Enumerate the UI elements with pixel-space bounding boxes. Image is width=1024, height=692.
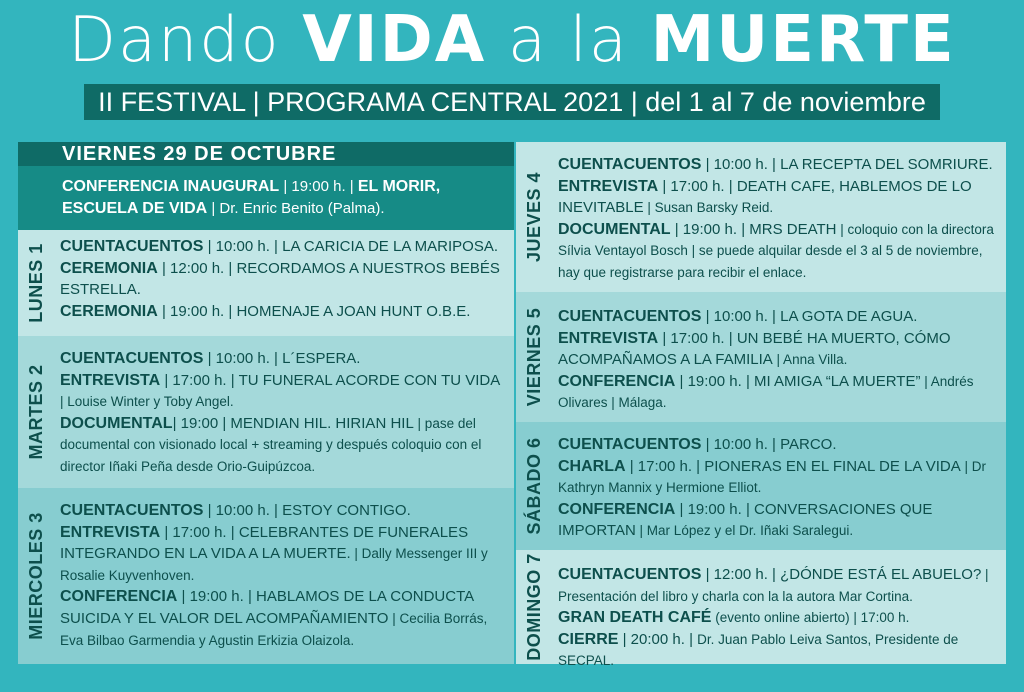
- left-column: [18, 142, 514, 664]
- event-row: GRAN DEATH CAFÉ (evento online abierto) | 17:00 h.: [558, 609, 910, 627]
- day-jueves: [516, 142, 1006, 292]
- right-column: [516, 142, 1006, 669]
- event-row: CUENTACUENTOS | 12:00 h. | ¿DÓNDE ESTÁ EL ABUELO? | Presentación del libro y charla con la la autora Mar Cortina.: [558, 566, 989, 604]
- day-domingo: [516, 550, 1006, 669]
- event-row: CONFERENCIA | 19:00 h. | MI AMIGA “LA MUERTE” | Andrés Olivares | Málaga.: [558, 372, 974, 411]
- day-lunes: [18, 230, 514, 336]
- event-title: EL MORIR, ESCUELA DE VIDA: [62, 178, 441, 217]
- event-row: CUENTACUENTOS | 10:00 h. | ESTOY CONTIGO.: [60, 502, 411, 519]
- event-row: ENTREVISTA | 17:00 h. | CELEBRANTES DE FUNERALES INTEGRANDO EN LA VIDA A LA MUERTE. | Dally Messenger III y Rosalie Kuyvenhoven.: [60, 523, 488, 583]
- event-detail: | Dr. Enric Benito (Palma).: [207, 200, 385, 217]
- event-row: CEREMONIA | 12:00 h. | RECORDAMOS A NUESTROS BEBÉS ESTRELLA.: [60, 259, 500, 299]
- event-row: ENTREVISTA | 17:00 h. | DEATH CAFE, HABLEMOS DE LO INEVITABLE | Susan Barsky Reid.: [558, 177, 972, 217]
- event-row: CONFERENCIA | 19:00 h. | HABLAMOS DE LA CONDUCTA SUICIDA Y EL VALOR DEL ACOMPAÑAMIENTO | Cecilia Borrás, Eva Bilbao Garmendia y Agustin Erkizia Olaizola.: [60, 588, 488, 648]
- event-label: CONFERENCIA INAUGURAL: [62, 178, 280, 195]
- title-word-muerte: MUERTE: [650, 3, 956, 77]
- event-row: CUENTACUENTOS | 10:00 h. | LA GOTA DE AGUA.: [558, 308, 918, 325]
- event-row: CEREMONIA | 19:00 h. | HOMENAJE A JOAN HUNT O.B.E.: [60, 302, 471, 320]
- event-row: ENTREVISTA | 17:00 h. | UN BEBÉ HA MUERTO, CÓMO ACOMPAÑAMOS A LA FAMILIA | Anna Villa.: [558, 329, 951, 369]
- day-viernes: [516, 292, 1006, 422]
- day-name: MIERCOLES 3: [26, 512, 47, 640]
- event-row: CUENTACUENTOS | 10:00 h. | LA RECEPTA DEL SOMRIURE.: [558, 156, 993, 173]
- festival-title: [0, 0, 1024, 80]
- day-name: VIERNES 5: [524, 307, 545, 407]
- event-row: CUENTACUENTOS | 10:00 h. | PARCO.: [558, 436, 837, 453]
- opening-date: VIERNES 29 DE OCTUBRE: [18, 142, 514, 166]
- day-name: DOMINGO 7: [524, 553, 545, 661]
- event-row: CHARLA | 17:00 h. | PIONERAS EN EL FINAL DE LA VIDA | Dr Kathryn Mannix y Hermione Elliot.: [558, 457, 986, 496]
- festival-subtitle: II FESTIVAL | PROGRAMA CENTRAL 2021 | del 1 al 7 de noviembre: [84, 84, 940, 120]
- event-row: CIERRE | 20:00 h. | Dr. Juan Pablo Leiva Santos, Presidente de SECPAL.: [558, 630, 959, 669]
- day-name: SÁBADO 6: [524, 437, 545, 535]
- event-row: CUENTACUENTOS | 10:00 h. | LA CARICIA DE LA MARIPOSA.: [60, 238, 499, 255]
- day-sabado: [516, 422, 1006, 550]
- event-row: DOCUMENTAL | 19:00 h. | MRS DEATH | coloquio con la directora Sílvia Ventayol Bosch | se puede alquilar desde el 3 al 5 de noviembre, hay que registrarse para recibir el enlace.: [558, 220, 994, 280]
- day-martes: [18, 336, 514, 488]
- opening-event: [18, 166, 514, 230]
- day-name: MARTES 2: [26, 364, 47, 460]
- title-word-dando: Dando: [68, 3, 303, 76]
- event-row: CUENTACUENTOS | 10:00 h. | L´ESPERA.: [60, 350, 361, 367]
- event-row: ENTREVISTA | 17:00 h. | TU FUNERAL ACORDE CON TU VIDA | Louise Winter y Toby Angel.: [60, 371, 501, 410]
- day-name: LUNES 1: [26, 243, 47, 323]
- day-miercoles: [18, 488, 514, 664]
- event-row: DOCUMENTAL| 19:00 | MENDIAN HIL. HIRIAN HIL | pase del documental con visionado local + streaming y después coloquio con el director Iñaki Peña desde Orio-Guipúzcoa.: [60, 414, 482, 474]
- event-time: | 19:00 h. |: [279, 178, 358, 195]
- event-row: CONFERENCIA | 19:00 h. | CONVERSACIONES QUE IMPORTAN | Mar López y el Dr. Iñaki Saralegui.: [558, 500, 933, 540]
- title-word-a-la: a la: [486, 3, 651, 76]
- day-name: JUEVES 4: [524, 171, 545, 263]
- title-word-vida: VIDA: [302, 3, 487, 77]
